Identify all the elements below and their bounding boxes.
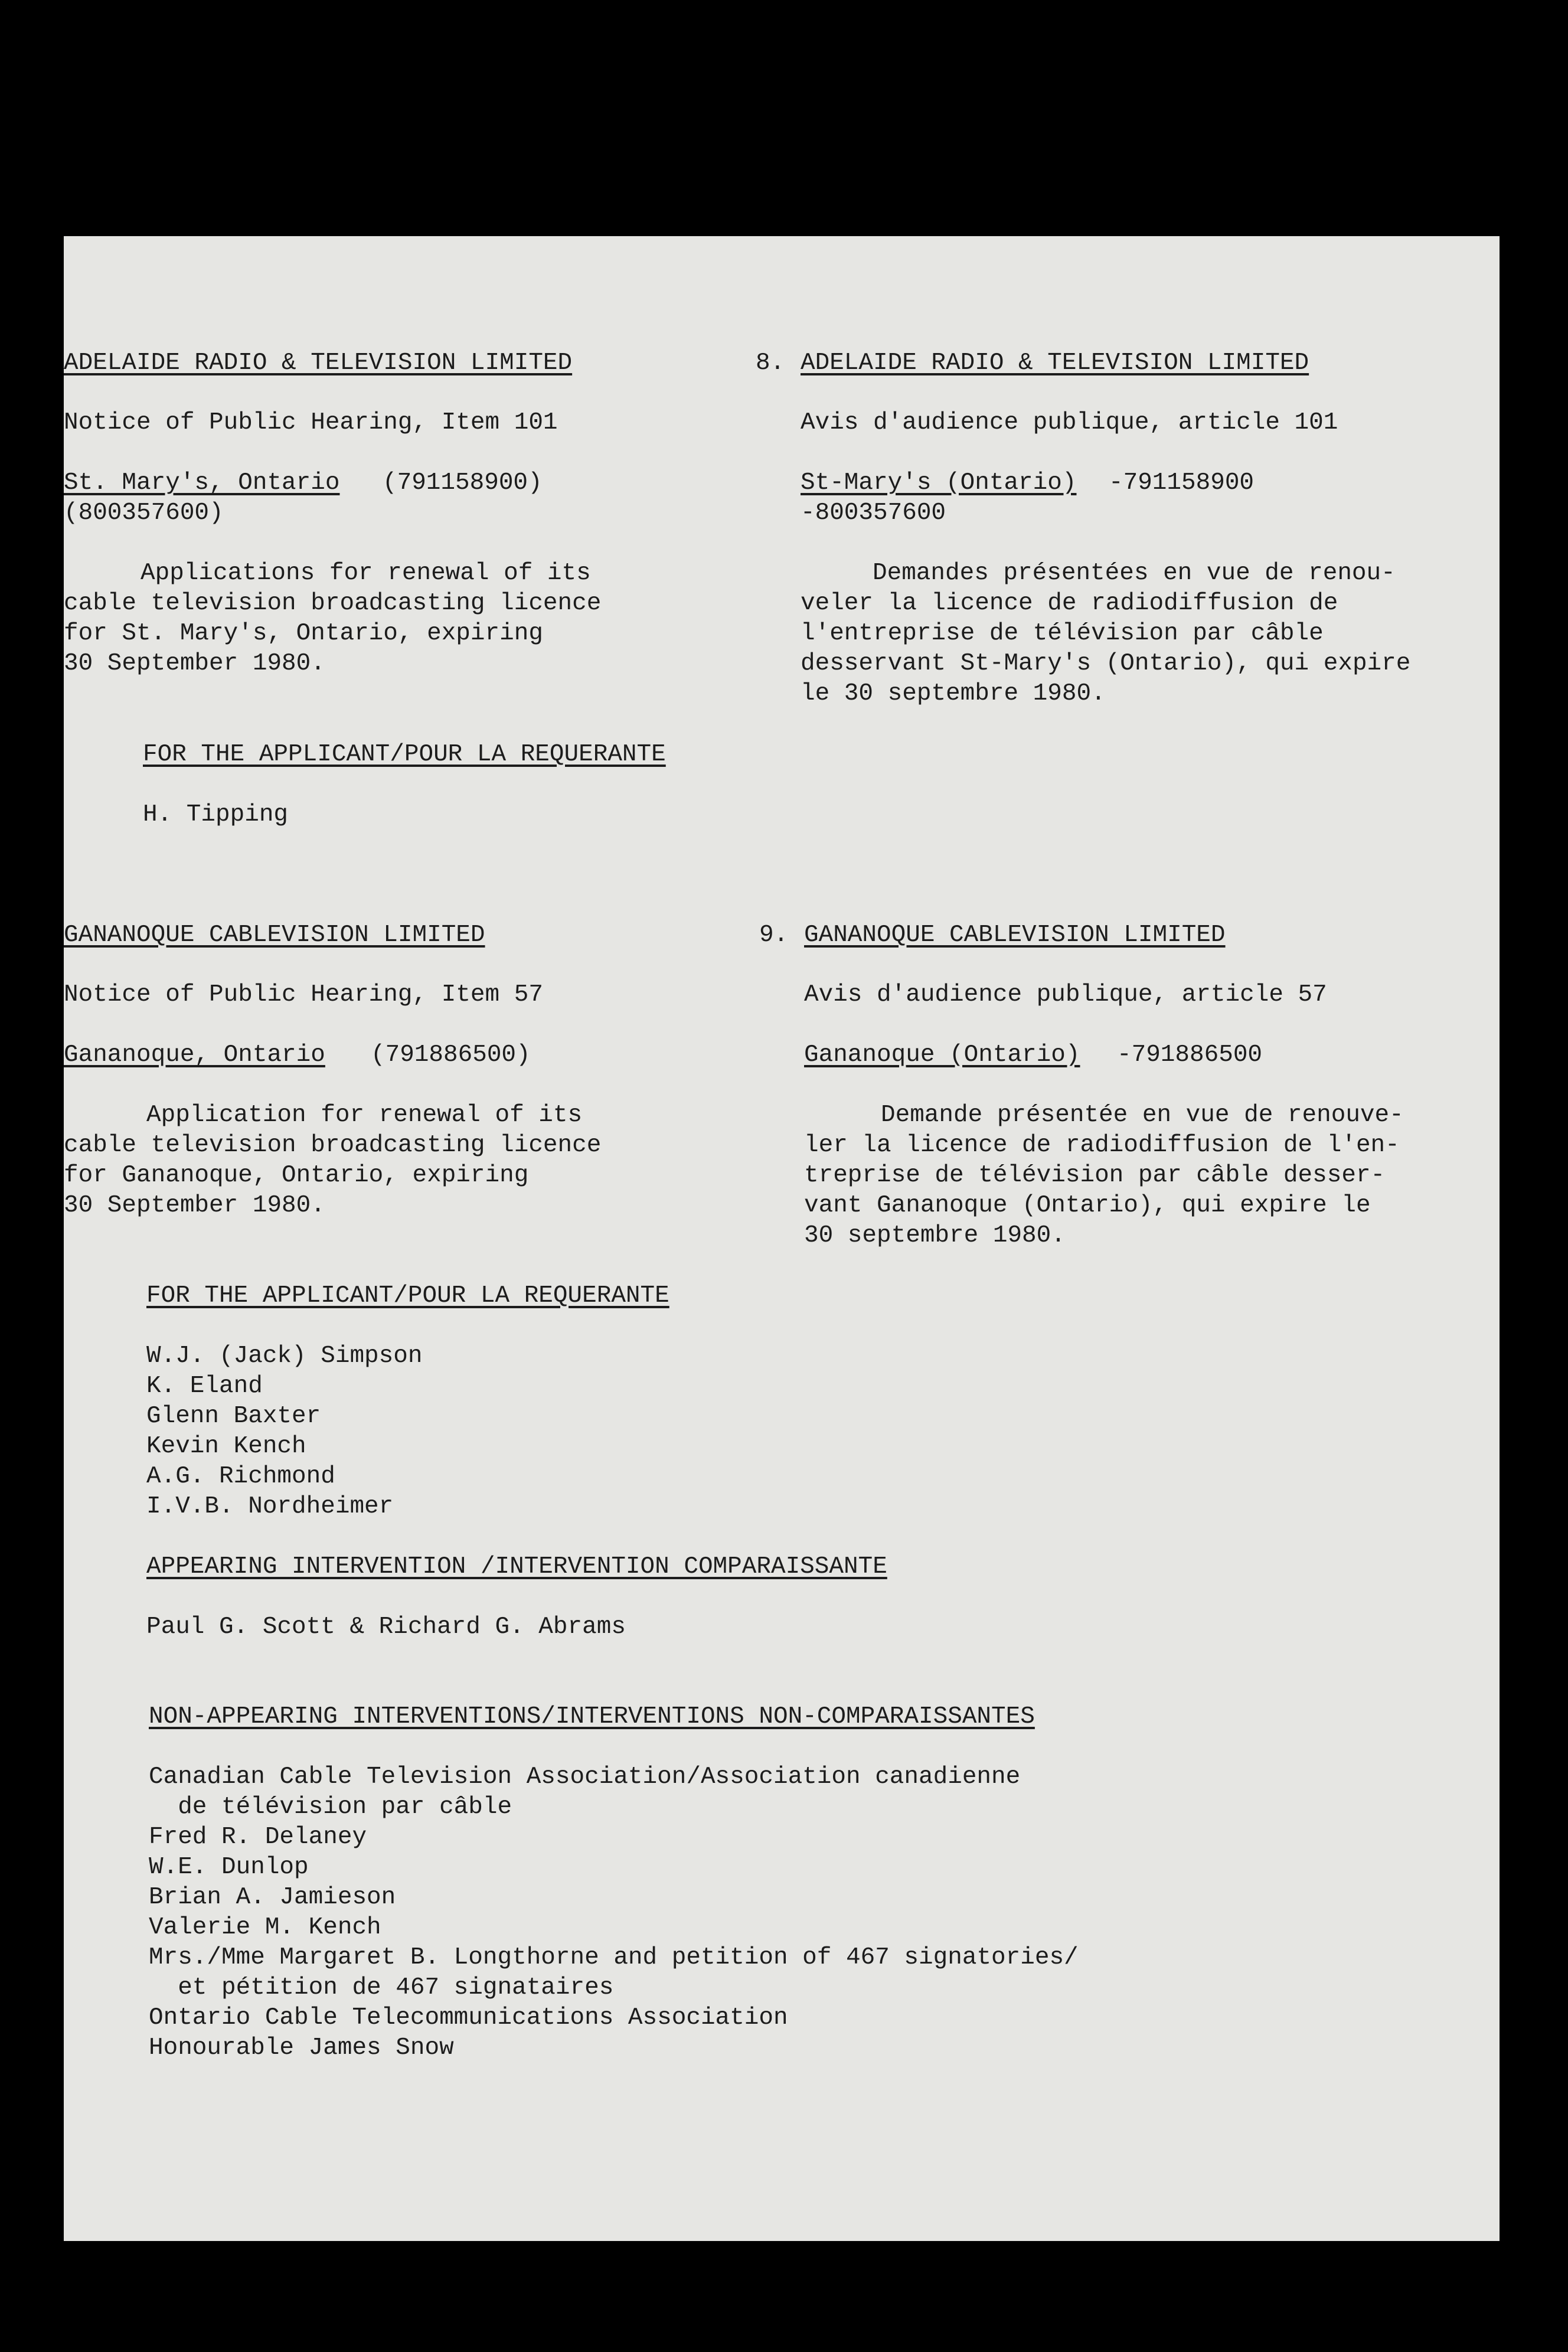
item9-number1-fr: -791886500 xyxy=(1117,1041,1263,1069)
item9-applicant-name-4: Kevin Kench xyxy=(146,1433,306,1460)
item9-body-line3-en: for Gananoque, Ontario, expiring xyxy=(64,1162,529,1189)
item8-body-line3-fr: l'entreprise de télévision par câble xyxy=(801,620,1324,647)
item8-heading-en: ADELAIDE RADIO & TELEVISION LIMITED xyxy=(64,349,573,377)
non-appearing-name-6: Mrs./Mme Margaret B. Longthorne and petition of 467 signatories/ xyxy=(149,1944,1079,1971)
item8-body-line4-fr: desservant St-Mary's (Ontario), qui expire xyxy=(801,650,1411,677)
item9-location-en: Gananoque, Ontario xyxy=(64,1041,325,1069)
item9-body-line1-en: Application for renewal of its xyxy=(146,1102,583,1129)
item9-applicant-name-1: W.J. (Jack) Simpson xyxy=(146,1342,423,1370)
item9-applicant-name-3: Glenn Baxter xyxy=(146,1403,321,1430)
non-appearing-name-1-cont: de télévision par câble xyxy=(149,1794,512,1821)
item9-location-fr: Gananoque (Ontario) xyxy=(804,1041,1080,1069)
item9-number1-en: (791886500) xyxy=(371,1041,531,1069)
non-appearing-heading: NON-APPEARING INTERVENTIONS/INTERVENTIONS NON-COMPARAISSANTES xyxy=(149,1703,1035,1730)
appearing-intervention-name: Paul G. Scott & Richard G. Abrams xyxy=(146,1613,626,1641)
item9-applicant-name-5: A.G. Richmond xyxy=(146,1463,335,1490)
item8-notice-fr: Avis d'audience publique, article 101 xyxy=(801,409,1338,436)
item9-applicant-name-6: I.V.B. Nordheimer xyxy=(146,1493,394,1520)
non-appearing-name-1: Canadian Cable Television Association/Association canadienne xyxy=(149,1763,1021,1791)
item8-body-line1-en: Applications for renewal of its xyxy=(141,560,591,587)
item8-number1-fr: -791158900 xyxy=(1109,469,1255,496)
item9-applicant-name-2: K. Eland xyxy=(146,1373,263,1400)
non-appearing-name-8: Honourable James Snow xyxy=(149,2034,454,2062)
item8-body-line3-en: for St. Mary's, Ontario, expiring xyxy=(64,620,543,647)
item8-number2-en: (800357600) xyxy=(64,499,224,527)
item8-body-line5-fr: le 30 septembre 1980. xyxy=(801,680,1106,707)
item9-heading-en: GANANOQUE CABLEVISION LIMITED xyxy=(64,922,485,949)
item9-applicant-heading: FOR THE APPLICANT/POUR LA REQUERANTE xyxy=(146,1282,669,1309)
item8-body-line2-fr: veler la licence de radiodiffusion de xyxy=(801,590,1338,617)
item9-body-line3-fr: treprise de télévision par câble desser- xyxy=(804,1162,1386,1189)
non-appearing-name-7: Ontario Cable Telecommunications Association xyxy=(149,2004,788,2031)
non-appearing-name-4: Brian A. Jamieson xyxy=(149,1884,396,1911)
item8-applicant-name: H. Tipping xyxy=(143,801,289,828)
item8-number2-fr: -800357600 xyxy=(801,499,946,527)
item8-location-en: St. Mary's, Ontario xyxy=(64,469,340,496)
item9-number-fr: 9. xyxy=(759,922,789,949)
item8-notice-en: Notice of Public Hearing, Item 101 xyxy=(64,409,558,436)
non-appearing-name-2: Fred R. Delaney xyxy=(149,1824,367,1851)
document-page xyxy=(64,236,1500,2241)
item9-notice-fr: Avis d'audience publique, article 57 xyxy=(804,981,1327,1008)
item8-applicant-heading: FOR THE APPLICANT/POUR LA REQUERANTE xyxy=(143,741,666,768)
item9-body-line5-fr: 30 septembre 1980. xyxy=(804,1222,1066,1249)
non-appearing-name-5: Valerie M. Kench xyxy=(149,1914,381,1941)
item8-number1-en: (791158900) xyxy=(383,469,543,496)
item8-body-line1-fr: Demandes présentées en vue de renou- xyxy=(873,560,1396,587)
item9-body-line1-fr: Demande présentée en vue de renouve- xyxy=(881,1102,1404,1129)
item8-number-fr: 8. xyxy=(756,349,785,377)
item8-heading-fr: ADELAIDE RADIO & TELEVISION LIMITED xyxy=(801,349,1309,377)
item9-body-line4-fr: vant Gananoque (Ontario), qui expire le xyxy=(804,1192,1371,1219)
item8-body-line2-en: cable television broadcasting licence xyxy=(64,590,602,617)
item8-body-line4-en: 30 September 1980. xyxy=(64,650,325,677)
item9-body-line2-en: cable television broadcasting licence xyxy=(64,1132,602,1159)
non-appearing-name-6-cont: et pétition de 467 signataires xyxy=(149,1974,614,2001)
item9-heading-fr: GANANOQUE CABLEVISION LIMITED xyxy=(804,922,1226,949)
non-appearing-name-3: W.E. Dunlop xyxy=(149,1854,309,1881)
appearing-intervention-heading: APPEARING INTERVENTION /INTERVENTION COMPARAISSANTE xyxy=(146,1553,887,1580)
item8-location-fr: St-Mary's (Ontario) xyxy=(801,469,1077,496)
item9-notice-en: Notice of Public Hearing, Item 57 xyxy=(64,981,543,1008)
item9-body-line2-fr: ler la licence de radiodiffusion de l'en- xyxy=(804,1132,1400,1159)
item9-body-line4-en: 30 September 1980. xyxy=(64,1192,325,1219)
